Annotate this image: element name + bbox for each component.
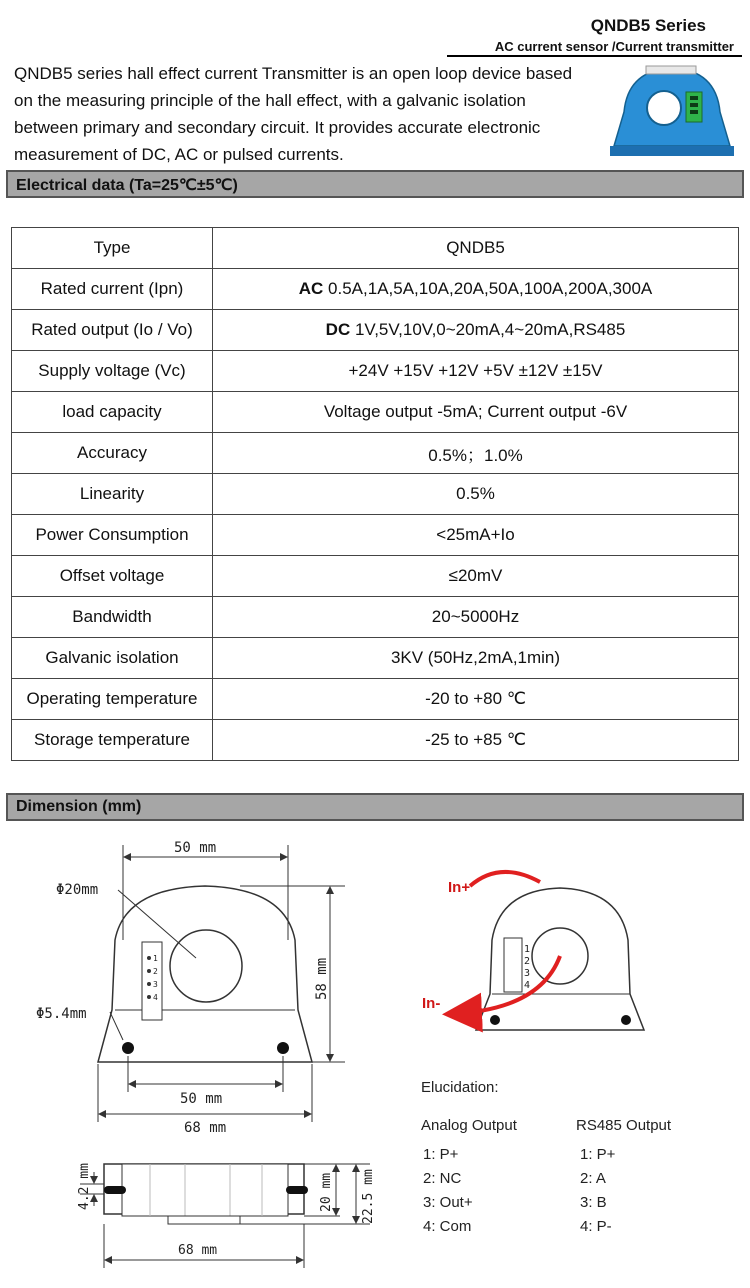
connector — [142, 942, 162, 1020]
mount-hole-left — [122, 1042, 134, 1054]
dim-width-top: 50 mm — [174, 840, 217, 856]
row-value: 1V,5V,10V,0~20mA,4~20mA,RS485 — [354, 320, 626, 339]
row-value-cell — [213, 392, 739, 433]
table-row — [12, 515, 739, 556]
dim-hole-diameter: Φ20mm — [56, 882, 99, 898]
row-label: Operating temperature — [12, 679, 213, 720]
row-value: +24V +15V +12V +5V ±12V ±15V — [348, 361, 603, 380]
table-row — [12, 556, 739, 597]
wiring-view — [450, 872, 644, 1030]
dim-side-width: 68 mm — [178, 1243, 218, 1258]
series-title: QNDB5 Series — [590, 16, 706, 35]
rs485-pin-3: 3: B — [580, 1194, 607, 1211]
table-row — [12, 269, 739, 310]
row-value: <25mA+Io — [436, 525, 515, 544]
row-value-cell — [213, 515, 739, 556]
row-value-cell — [213, 556, 739, 597]
pin-1-label: 1 — [153, 954, 158, 963]
wiring-pin-2: 2 — [524, 956, 531, 967]
table-row — [12, 351, 739, 392]
row-value-cell — [213, 597, 739, 638]
dim-side-height-20: 20 mm — [319, 1172, 334, 1212]
row-value: ≤20mV — [448, 566, 503, 585]
table-row — [12, 392, 739, 433]
analog-pin-2: 2: NC — [423, 1170, 462, 1187]
row-value-cell — [213, 679, 739, 720]
series-subtitle: AC current sensor /Current transmitter — [494, 39, 734, 54]
analog-pin-3: 3: Out+ — [423, 1194, 473, 1211]
front-view — [98, 886, 312, 1062]
row-value-prefix: AC — [298, 279, 324, 298]
row-value-prefix: DC — [325, 320, 351, 339]
row-label: Storage temperature — [12, 720, 213, 761]
row-value: 0.5A,1A,5A,10A,20A,50A,100A,200A,300A — [328, 279, 653, 298]
row-value-cell — [213, 720, 739, 761]
dim-side-thickness: 4.2 mm — [77, 1163, 92, 1210]
pin-2-label: 2 — [153, 967, 158, 976]
analog-heading: Analog Output — [421, 1117, 517, 1134]
wiring-pin-4: 4 — [524, 980, 531, 991]
row-value: 3KV (50Hz,2mA,1min) — [390, 648, 561, 667]
dimension-section-title: Dimension (mm) — [16, 798, 142, 815]
table-row — [12, 720, 739, 761]
dim-mount-hole: Φ5.4mm — [36, 1006, 87, 1022]
table-row — [12, 433, 739, 474]
table-row — [12, 638, 739, 679]
dim-side-height-22-5: 22.5 mm — [361, 1169, 376, 1224]
row-value: QNDB5 — [446, 238, 505, 257]
side-view — [104, 1164, 308, 1224]
row-value-cell — [213, 351, 739, 392]
row-label: Offset voltage — [12, 556, 213, 597]
row-value-cell — [213, 228, 739, 269]
row-label: Rated output (Io / Vo) — [12, 310, 213, 351]
dim-height: 58 mm — [314, 957, 330, 1000]
intro-paragraph: QNDB5 series hall effect current Transmitter is an open loop device based on the measuring principle of the hall effect, with a galvanic isolation between primary and secondary circuit. It provides accurate electronic measurement of DC, AC or pulsed currents. — [14, 64, 573, 164]
row-value: Voltage output -5mA; Current output -6V — [323, 402, 628, 421]
table-row — [12, 679, 739, 720]
header-rule — [447, 55, 742, 57]
row-label: Accuracy — [12, 433, 213, 474]
row-value: 20~5000Hz — [431, 607, 520, 626]
row-label: load capacity — [12, 392, 213, 433]
rs485-pin-1: 1: P+ — [580, 1146, 616, 1163]
table-row — [12, 474, 739, 515]
label-in-minus: In- — [422, 995, 441, 1012]
row-value-cell — [213, 474, 739, 515]
dimension-section-header — [6, 793, 744, 821]
row-value-cell — [213, 433, 739, 474]
elucidation-title: Elucidation: — [421, 1079, 499, 1096]
dim-mount-spacing: 50 mm — [180, 1091, 223, 1107]
analog-pin-4: 4: Com — [423, 1218, 472, 1235]
rs485-pin-2: 2: A — [580, 1170, 606, 1187]
row-label: Supply voltage (Vc) — [12, 351, 213, 392]
row-label: Galvanic isolation — [12, 638, 213, 679]
product-image — [606, 62, 736, 160]
row-value-cell — [213, 638, 739, 679]
table-row — [12, 597, 739, 638]
electrical-section-title: Electrical data (Ta=25℃±5℃) — [16, 177, 238, 194]
row-value: -20 to +80 ℃ — [425, 689, 526, 708]
label-in-plus: In+ — [448, 879, 471, 896]
analog-pin-1: 1: P+ — [423, 1146, 459, 1163]
electrical-data-table — [11, 227, 739, 761]
dim-base-width: 68 mm — [184, 1120, 227, 1136]
table-row — [12, 310, 739, 351]
row-label: Rated current (Ipn) — [12, 269, 213, 310]
row-label: Power Consumption — [12, 515, 213, 556]
row-label: Bandwidth — [12, 597, 213, 638]
pin-4-label: 4 — [153, 993, 158, 1002]
mount-hole-right — [277, 1042, 289, 1054]
electrical-section-header — [6, 170, 744, 198]
rs485-pin-4: 4: P- — [580, 1218, 612, 1235]
row-value-cell — [213, 269, 739, 310]
table-row — [12, 228, 739, 269]
dimension-drawing — [0, 830, 750, 1288]
row-label: Type — [12, 228, 213, 269]
wiring-pin-3: 3 — [524, 968, 531, 979]
row-value: -25 to +85 ℃ — [425, 730, 526, 749]
primary-hole — [170, 930, 242, 1002]
row-value-cell — [213, 310, 739, 351]
pin-3-label: 3 — [153, 980, 158, 989]
row-value: 0.5%；1.0% — [428, 445, 523, 465]
row-label: Linearity — [12, 474, 213, 515]
row-value: 0.5% — [456, 484, 495, 503]
wiring-pin-1: 1 — [524, 944, 531, 955]
rs485-heading: RS485 Output — [576, 1117, 672, 1134]
